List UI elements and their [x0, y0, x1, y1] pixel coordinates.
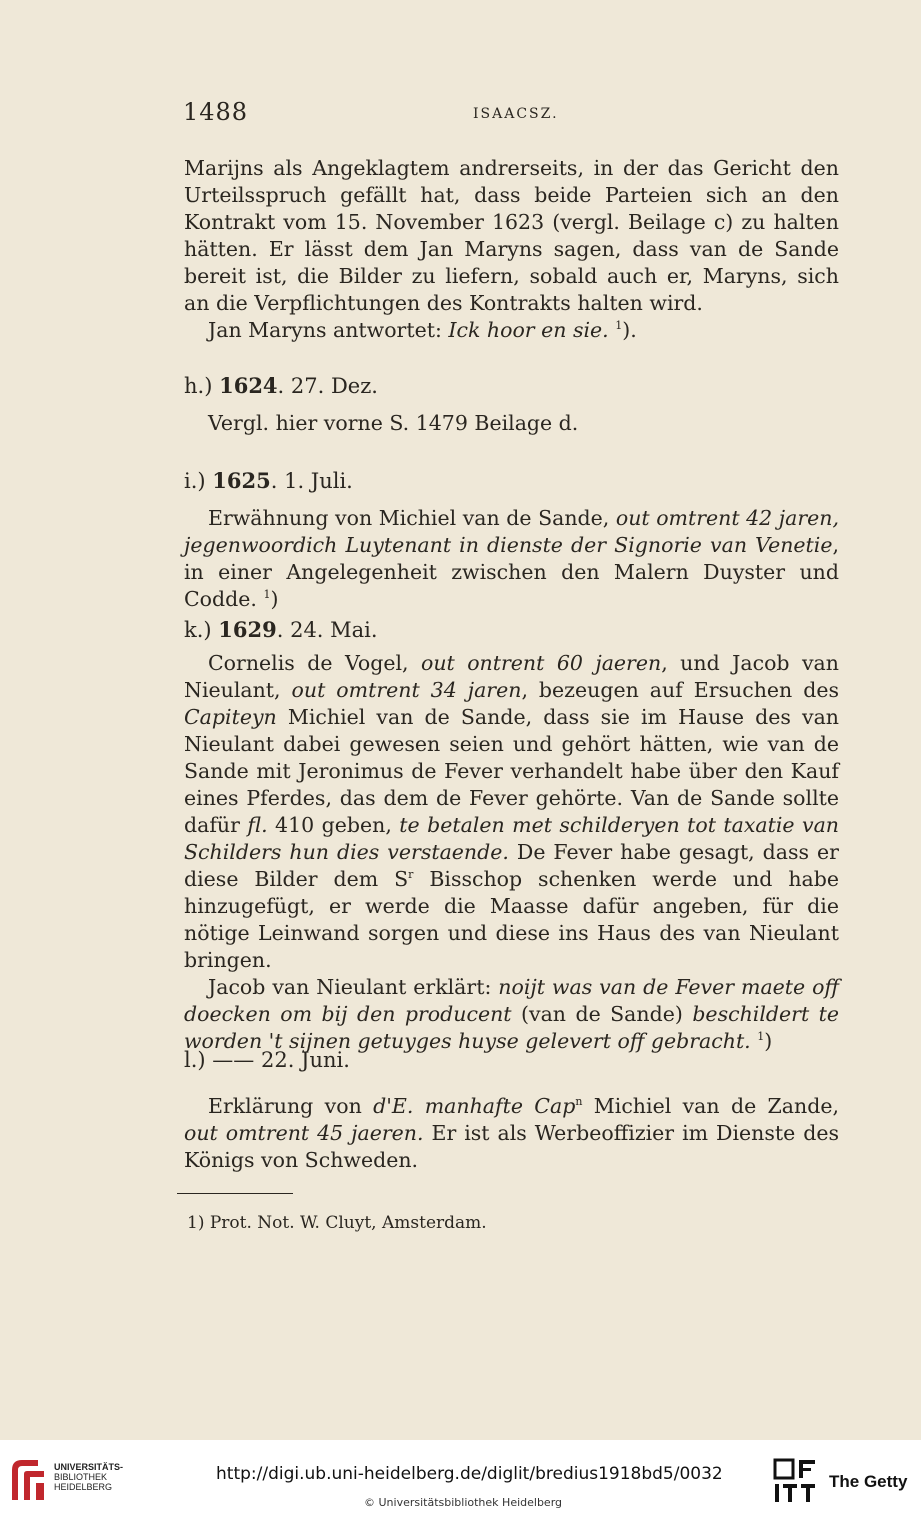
page-header: [183, 98, 838, 132]
copyright-notice: © Universitätsbibliothek Heidelberg: [364, 1496, 563, 1509]
getty-logo-icon: [773, 1458, 819, 1504]
footnote-divider: [177, 1193, 293, 1194]
paragraph: Marijns als Angeklagtem andrerseits, in der das Gericht den Urteilsspruch gefällt hat, dass beide Parteien sich an den Kontrakt vom 15. November 1623 (vergl. Beilage c) zu halten hätten. Er lässt dem Jan Maryns sagen, dass van de Sande bereit ist, die Bilder zu liefern, sobald auch er, Maryns, sich an die Verpflichtungen des Kontrakts halten wird.: [184, 156, 839, 315]
section-l-text: [184, 1093, 839, 1174]
page-number: 1488: [183, 98, 249, 126]
university-library-name: UNIVERSITÄTS- BIBLIOTHEK HEIDELBERG: [54, 1462, 124, 1492]
section-heading-i: i.) 1625. 1. Juli.: [184, 468, 353, 493]
section-h-text: [184, 410, 839, 437]
permalink-url[interactable]: http://digi.ub.uni-heidelberg.de/diglit/bredius1918bd5/0032: [216, 1464, 723, 1484]
running-head: ISAACSZ.: [473, 106, 559, 122]
section-heading-l: l.) —— 22. Juni.: [184, 1048, 350, 1072]
paragraph: Cornelis de Vogel, out ontrent 60 jaeren, und Jacob van Nieulant, out omtrent 34 jaren, bezeugen auf Ersuchen des Capiteyn Michiel van de Sande, dass sie im Hause des van Nieulant dabei gewesen seien und gehört hätten, wie van de Sande mit Jeronimus de Fever verhandelt habe über den Kauf eines Pferdes, das dem de Fever gehörte. Van de Sande sollte dafür fl. 410 geben, te betalen met schilderyen tot taxatie van Schilders hun dies verstaende. De Fever habe gesagt, dass er diese Bilder dem $S^r$ Bisschop schenken werde und habe hinzugefügt, er werde die Maasse dafür angeben, für die nötige Leinwand sorgen und diese ins Haus des van Nieulant bringen.: [184, 651, 840, 972]
paragraph: Jan Maryns antwortet: Ick hoor en sie. $^1$).: [208, 318, 637, 342]
footnote-ref: 1: [263, 588, 271, 601]
university-library-logo-icon: [8, 1456, 48, 1504]
section-i-text: [184, 505, 839, 613]
footnote-ref: 1: [757, 1030, 765, 1043]
section-heading-h: h.) 1624. 27. Dez.: [184, 373, 378, 398]
getty-name: The Getty: [829, 1472, 908, 1491]
section-k-text: [184, 650, 839, 1055]
paragraph: Erwähnung von Michiel van de Sande, out omtrent 42 jaren, jegenwoordich Luytenant in dienste der Signorie van Venetie, in einer Angelegenheit zwischen den Malern Duyster und Codde. $^1$): [184, 506, 839, 611]
paragraph: Jacob van Nieulant erklärt: noijt was van de Fever maete off doecken om bij den producent (van de Sande) beschildert te worden 't sijnen getuyges huyse gelevert off gebracht. $^1$): [184, 975, 839, 1053]
continuation-block: [184, 155, 839, 344]
section-heading-k: k.) 1629. 24. Mai.: [184, 617, 378, 642]
viewer-footer: [0, 1440, 921, 1518]
paragraph: Erklärung von d'E. manhafte Cap$^n$ Michiel van de Zande, out omtrent 45 jaeren. Er ist als Werbeoffizier im Dienste des Königs von Schweden.: [184, 1094, 839, 1172]
footnote: 1) Prot. Not. W. Cluyt, Amsterdam.: [187, 1213, 487, 1233]
footnote-ref: 1: [615, 319, 623, 332]
paragraph: Vergl. hier vorne S. 1479 Beilage d.: [208, 411, 579, 435]
